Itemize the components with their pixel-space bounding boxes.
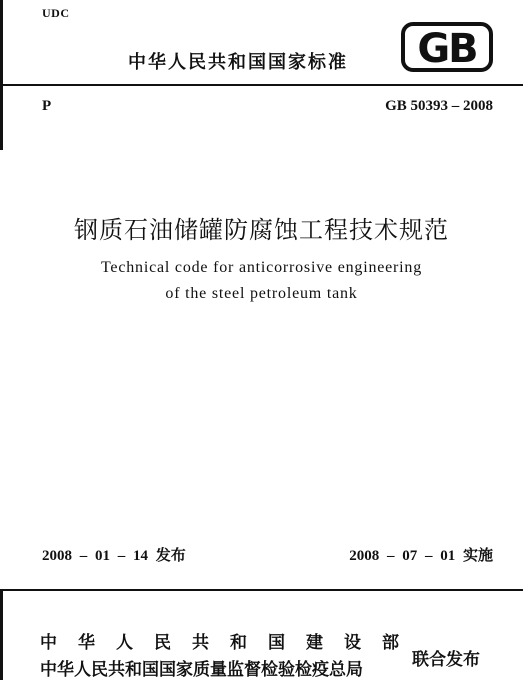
scan-edge-mark <box>0 0 3 150</box>
udc-label: UDC <box>42 6 70 20</box>
gb-logo-text: GB <box>417 26 477 72</box>
footer-divider <box>0 589 523 591</box>
header-divider <box>0 84 523 86</box>
gb-logo <box>401 22 493 72</box>
document-title-english-line2: of the steel petroleum tank <box>165 285 358 302</box>
issue-date: 2008 – 01 – 14 发布 <box>42 548 186 564</box>
joint-issue-label: 联合发布 <box>412 650 480 670</box>
document-title-english-line1: Technical code for anticorrosive engineering <box>100 259 423 276</box>
category-code: P <box>42 98 52 114</box>
issuer-ministry-construction: 中华人民共和国建设部 <box>40 633 420 653</box>
issuer-aqsiq: 中华人民共和国国家质量监督检验检疫总局 <box>40 660 363 680</box>
document-title-chinese: 钢质石油储罐防腐蚀工程技术规范 <box>74 216 449 244</box>
scan-edge-mark-lower <box>0 590 3 680</box>
implementation-date: 2008 – 07 – 01 实施 <box>349 548 493 564</box>
standard-number: GB 50393 – 2008 <box>385 98 493 114</box>
national-standard-title: 中华人民共和国国家标准 <box>128 52 348 73</box>
